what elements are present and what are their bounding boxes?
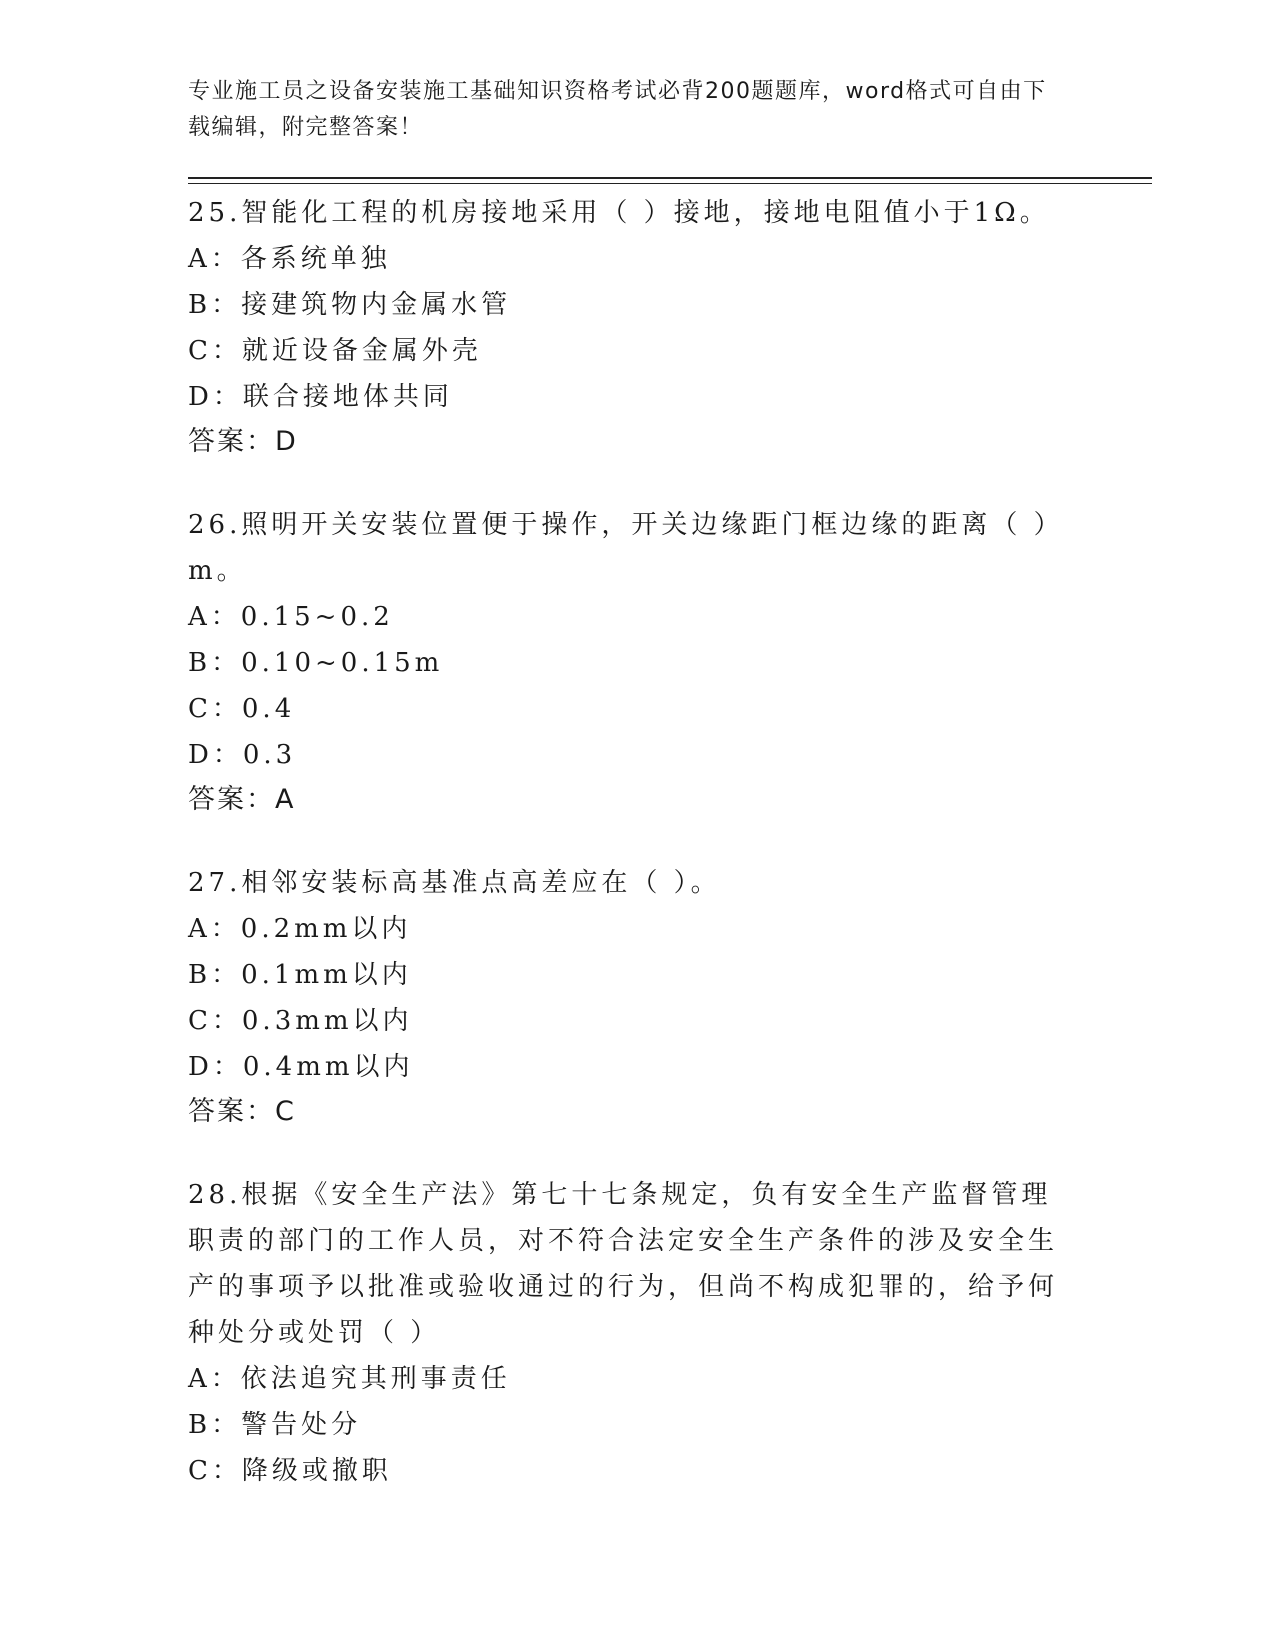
- option-c: C：就近设备金属外壳: [188, 336, 482, 366]
- option-b: B：接建筑物内金属水管: [188, 290, 512, 320]
- option-a: A：0.2mm以内: [188, 914, 412, 944]
- option-b: B：0.1mm以内: [188, 960, 412, 990]
- answer-label: 答案：D: [188, 426, 298, 457]
- option-c: C：0.4: [188, 694, 296, 724]
- option-d: D：0.4mm以内: [188, 1052, 414, 1082]
- question-28: [188, 1172, 1088, 1494]
- option-b: B：警告处分: [188, 1410, 362, 1440]
- question-25: [188, 190, 1088, 464]
- question-stem: 25.智能化工程的机房接地采用（ ）接地，接地电阻值小于1Ω。: [188, 198, 1050, 228]
- question-26: [188, 502, 1088, 822]
- header-divider: [188, 177, 1152, 179]
- document-header: 专业施工员之设备安装施工基础知识资格考试必背200题题库，word格式可自由下载编辑，附完整答案！: [188, 79, 1047, 140]
- question-list: [188, 190, 1088, 1532]
- question-stem: 26.照明开关安装位置便于操作，开关边缘距门框边缘的距离（ ）m。: [188, 510, 1064, 586]
- option-c: C：0.3mm以内: [188, 1006, 413, 1036]
- option-c: C：降级或撤职: [188, 1456, 392, 1486]
- option-a: A：各系统单独: [188, 244, 391, 274]
- question-stem: 27.相邻安装标高基准点高差应在（ ）。: [188, 868, 721, 898]
- option-a: A：依法追究其刑事责任: [188, 1364, 511, 1394]
- option-a: A：0.15~0.2: [188, 602, 394, 632]
- question-stem: 28.根据《安全生产法》第七十七条规定，负有安全生产监督管理职责的部门的工作人员，对不符合法定安全生产条件的涉及安全生产的事项予以批准或验收通过的行为，但尚不构成犯罪的，给予何种处分或处罚（ ）: [188, 1180, 1059, 1348]
- option-d: D：0.3: [188, 740, 297, 770]
- question-27: [188, 860, 1088, 1134]
- answer-label: 答案：C: [188, 1096, 296, 1127]
- answer-label: 答案：A: [188, 784, 296, 815]
- option-d: D：联合接地体共同: [188, 382, 453, 412]
- header-divider-thin: [188, 183, 1152, 184]
- option-b: B：0.10~0.15m: [188, 648, 444, 678]
